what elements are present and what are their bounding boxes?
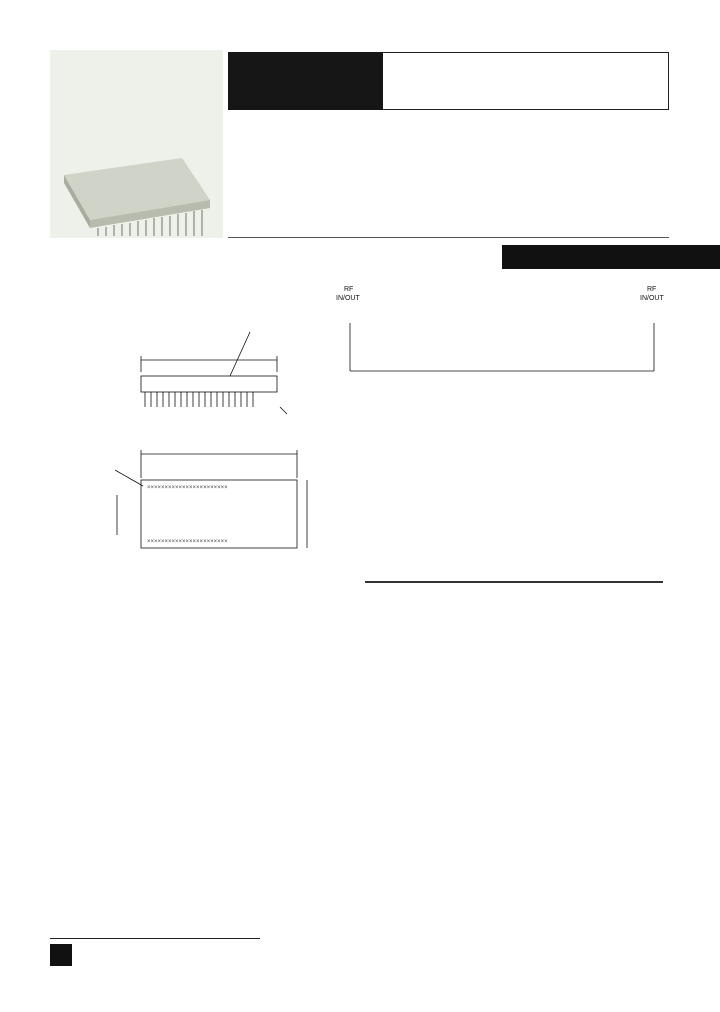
pin-row-top: ××××××××××××××××××××××× xyxy=(147,485,228,491)
divider xyxy=(228,237,669,238)
model-box xyxy=(228,52,383,110)
logo-mark xyxy=(50,944,72,966)
col-parameter xyxy=(366,582,416,583)
performance-table xyxy=(365,581,663,583)
rf-out-label-2: IN/OUT xyxy=(640,295,664,302)
col-units xyxy=(564,582,614,583)
col-typ xyxy=(465,582,515,583)
table-header xyxy=(366,582,663,583)
module-image xyxy=(50,50,223,238)
schematic xyxy=(334,283,670,523)
col-conditions xyxy=(613,582,663,583)
footer-line xyxy=(50,938,260,939)
mechanical-drawing xyxy=(55,310,335,590)
col-max xyxy=(514,582,564,583)
rf-out-label: RF xyxy=(647,286,657,293)
pin-row-bottom: ××××××××××××××××××××××× xyxy=(147,539,228,545)
title-box xyxy=(383,52,669,110)
rf-in-label: RF xyxy=(344,286,354,293)
bit-label xyxy=(502,245,720,269)
rf-in-label-2: IN/OUT xyxy=(336,295,360,302)
typical-performance-chart xyxy=(55,628,345,868)
product-photo xyxy=(50,50,223,238)
col-min xyxy=(415,582,465,583)
